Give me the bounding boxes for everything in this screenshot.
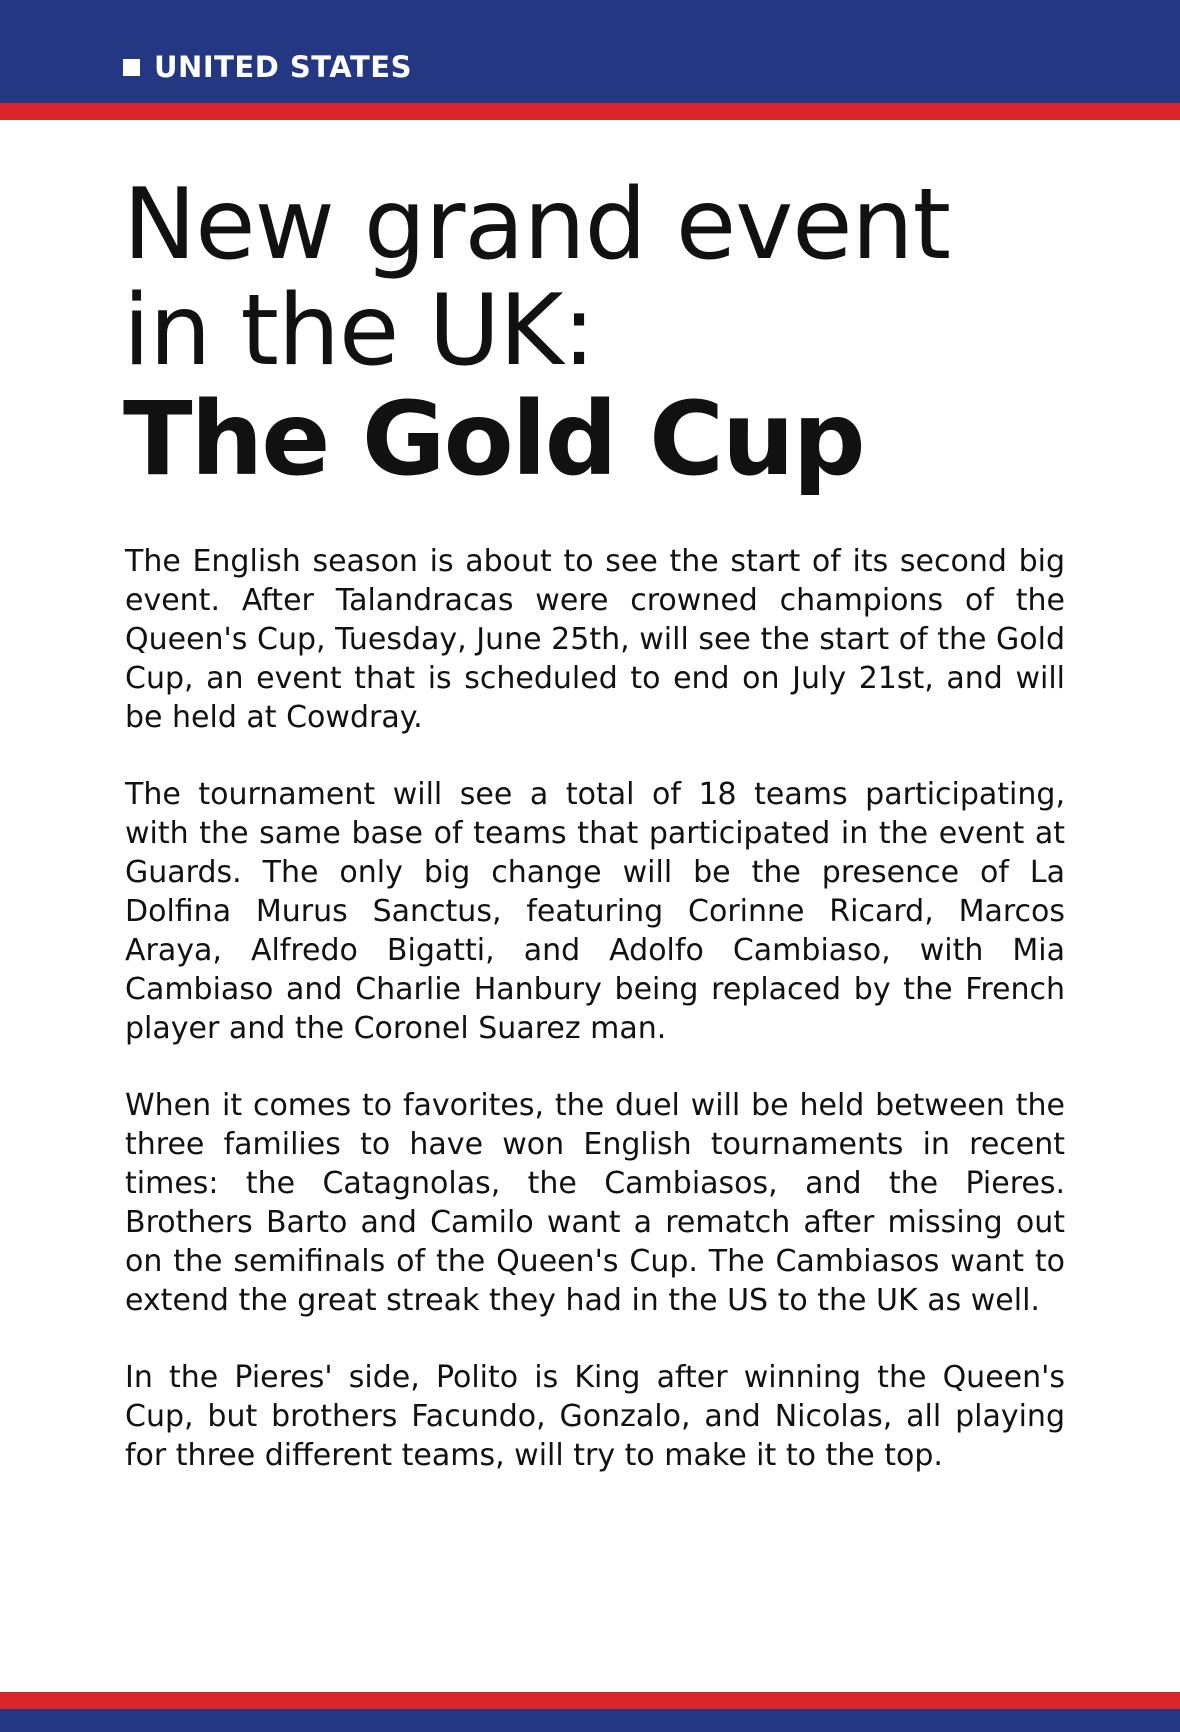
headline-line-1: New grand event xyxy=(123,168,951,282)
header-stripe xyxy=(0,103,1180,120)
section-label xyxy=(123,50,412,84)
headline-line-2: in the UK: xyxy=(123,274,595,388)
headline-line-3: The Gold Cup xyxy=(123,380,864,499)
article-paragraph: The English season is about to see the start of its second big event. After Talandracas were crowned champions of the Queen's Cup, Tuesday, June 25th, will see the start of the Gold Cup, an event that is scheduled to end on July 21st, and will be held at Cowdray. xyxy=(125,544,1065,735)
section-label-text: UNITED STATES xyxy=(154,50,412,84)
footer-stripe xyxy=(0,1692,1180,1709)
footer-bar xyxy=(0,1709,1180,1732)
square-bullet-icon xyxy=(123,59,140,76)
article-body xyxy=(125,542,1065,1513)
headline xyxy=(123,168,951,499)
article-paragraph: The tournament will see a total of 18 teams participating, with the same base of teams that participated in the event at Guards. The only big change will be the presence of La Dolfina Murus Sanctus, featuring Corinne Ricard, Marcos Araya, Alfredo Bigatti, and Adolfo Cambiaso, with Mia Cambiaso and Charlie Hanbury being replaced by the French player and the Coronel Suarez man. xyxy=(125,777,1065,1046)
article-paragraph: In the Pieres' side, Polito is King after winning the Queen's Cup, but brothers Facundo, Gonzalo, and Nicolas, all playing for three different teams, will try to make it to the top. xyxy=(125,1360,1065,1473)
article-paragraph: When it comes to favorites, the duel will be held between the three families to have won English tournaments in recent times: the Catagnolas, the Cambiasos, and the Pieres. Brothers Barto and Camilo want a rematch after missing out on the semifinals of the Queen's Cup. The Cambiasos want to extend the great streak they had in the US to the UK as well. xyxy=(125,1088,1065,1318)
